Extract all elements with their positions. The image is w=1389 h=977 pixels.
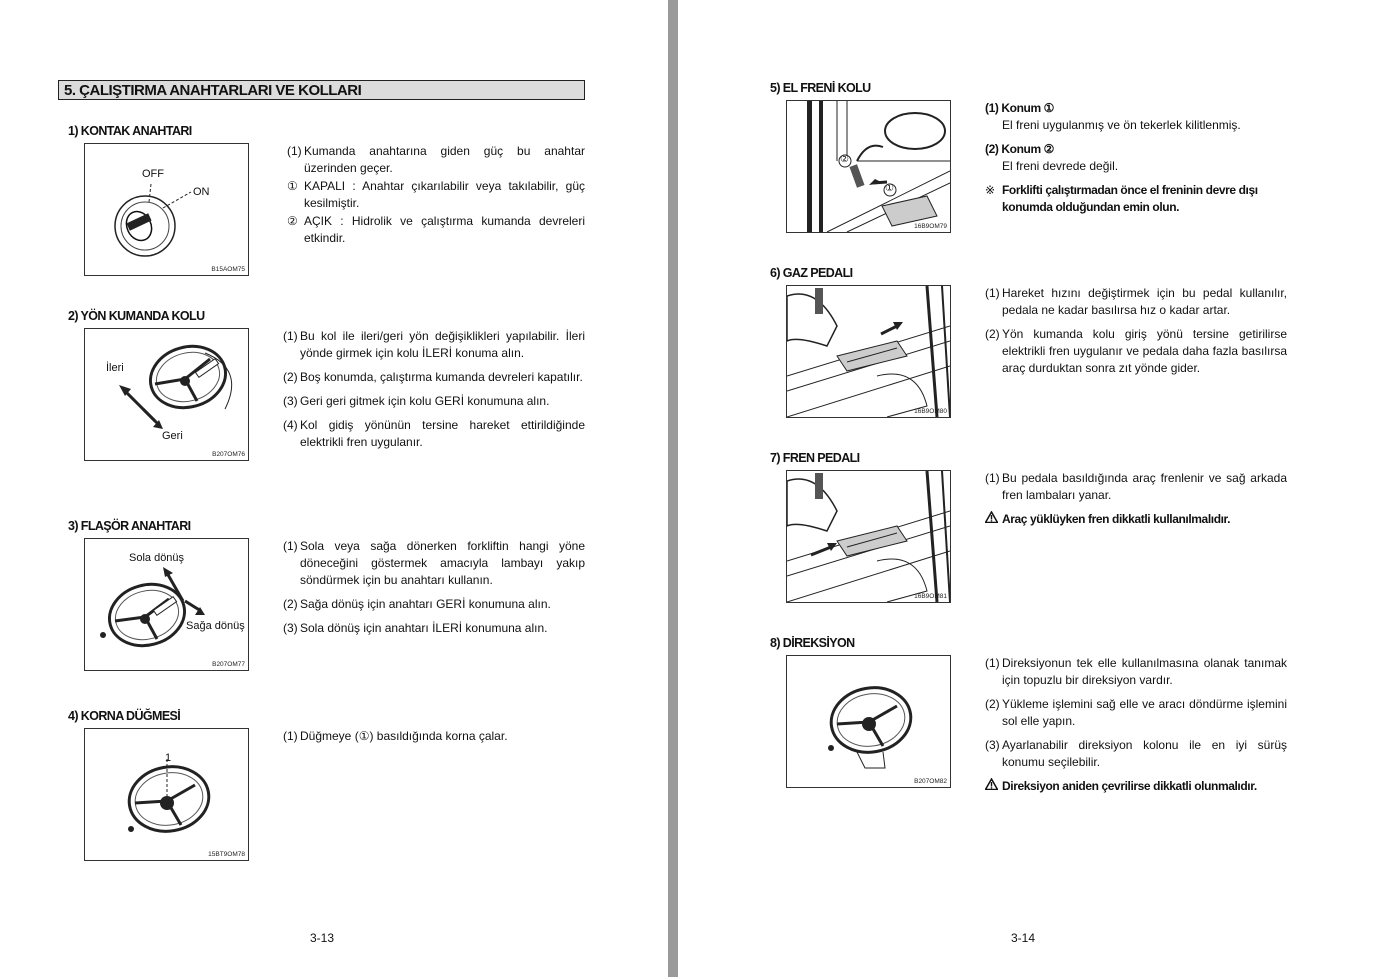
list-item: (1) Kumanda anahtarına giden güç bu anahtar üzerinden geçer. xyxy=(287,144,585,175)
ignition-key-figure xyxy=(84,143,249,276)
list-item: (3) Ayarlanabilir direksiyon kolonu ile en iyi sürüş konumu seçilebilir. xyxy=(985,738,1287,769)
figure-code: 16B9OM80 xyxy=(914,408,947,415)
korna-dugmesi-list xyxy=(283,728,585,752)
list-item: (1) Hareket hızını değiştirmek için bu pedal kullanılır, pedala ne kadar basılırsa hız o kadar artar. xyxy=(985,286,1287,317)
list-item: ② AÇIK : Hidrolik ve çalıştırma kumanda devreleri etkindir. xyxy=(287,214,585,245)
list-item: (1) Bu pedala basıldığında araç frenlenir ve sağ arkada fren lambaları yanar. xyxy=(985,471,1287,502)
warning-note: Araç yüklüyken fren dikkatli kullanılmalıdır. xyxy=(985,511,1287,528)
list-item: (3) Sola dönüş için anahtarı İLERİ konumuna alın. xyxy=(283,621,548,635)
brake-pedal-figure xyxy=(786,470,951,603)
section-title-gaz-pedali: 6) GAZ PEDALI xyxy=(770,266,853,280)
page-main-title: 5. ÇALIŞTIRMA ANAHTARLARI VE KOLLARI xyxy=(58,80,585,100)
direksiyon-list xyxy=(985,655,1287,802)
list-item: (2) Konum ② El freni devrede değil. xyxy=(985,142,1119,173)
label-saga-donus: Sağa dönüş xyxy=(186,620,245,632)
list-item: (1) Sola veya sağa dönerken forkliftin hangi yöne döneceğini göstermek amacıyla lambayı yakıp söndürmek için bu anahtarı kullanın. xyxy=(283,539,585,587)
list-item: (1) Düğmeye (①) basıldığında korna çalar. xyxy=(283,729,508,743)
warning-icon xyxy=(985,511,1002,528)
gas-pedal-figure xyxy=(786,285,951,418)
steering-wheel-figure xyxy=(786,655,951,788)
label-position-1: ① xyxy=(885,183,894,194)
list-item: (2) Yükleme işlemini sağ elle ve aracı döndürme işlemini sol elle yapın. xyxy=(985,697,1287,728)
figure-code: B207OM82 xyxy=(914,778,947,785)
label-on: ON xyxy=(193,186,210,198)
warning-note: Direksiyon aniden çevrilirse dikkatli olunmalıdır. xyxy=(985,778,1287,795)
section-title-fren-pedali: 7) FREN PEDALI xyxy=(770,451,860,465)
turn-signal-figure xyxy=(84,538,249,671)
note: ※ Forklifti çalıştırmadan önce el freninin devre dışı konumda olduğundan emin olun. xyxy=(985,183,1258,214)
list-item: (1) Direksiyonun tek elle kullanılmasına olanak tanımak için topuzlu bir direksiyon vardır. xyxy=(985,656,1287,687)
figure-code: 15BT9OM78 xyxy=(208,851,245,858)
direction-lever-figure xyxy=(84,328,249,461)
list-item: (2) Boş konumda, çalıştırma kumanda devreleri kapatılır. xyxy=(283,370,583,384)
figure-code: 16B9OM79 xyxy=(914,223,947,230)
fren-pedali-list xyxy=(985,470,1287,535)
list-item: (3) Geri geri gitmek için kolu GERİ konumuna alın. xyxy=(283,394,550,408)
label-off: OFF xyxy=(142,168,164,180)
section-title-kontak-anahtari: 1) KONTAK ANAHTARI xyxy=(68,124,192,138)
label-geri: Geri xyxy=(162,430,183,442)
section-title-direksiyon: 8) DİREKSİYON xyxy=(770,636,855,650)
list-item: (4) Kol gidiş yönünün tersine hareket ettirildiğinde elektrikli fren uygulanır. xyxy=(283,418,585,449)
section-title-el-freni-kolu: 5) EL FRENİ KOLU xyxy=(770,81,871,95)
list-item: ① KAPALI : Anahtar çıkarılabilir veya takılabilir, güç kesilmiştir. xyxy=(287,179,585,210)
label-ileri: İleri xyxy=(106,362,124,374)
label-sola-donus: Sola dönüş xyxy=(129,552,185,564)
flasor-anahtari-list xyxy=(283,538,585,644)
page-divider xyxy=(668,0,678,977)
figure-code: B207OM77 xyxy=(212,661,245,668)
section-title-flasor-anahtari: 3) FLAŞÖR ANAHTARI xyxy=(68,519,191,533)
section-title-korna-dugmesi: 4) KORNA DÜĞMESİ xyxy=(68,709,181,723)
warning-icon xyxy=(985,778,1002,795)
page-number-left: 3-13 xyxy=(310,931,335,945)
gaz-pedali-list xyxy=(985,285,1287,384)
figure-code: B207OM76 xyxy=(212,451,245,458)
kontak-anahtari-list xyxy=(283,143,585,247)
page-number-right: 3-14 xyxy=(1011,931,1036,945)
figure-code: 16B9OM81 xyxy=(914,593,947,600)
el-freni-list xyxy=(985,100,1287,223)
list-item: (1) Konum ① El freni uygulanmış ve ön tekerlek kilitlenmiş. xyxy=(985,101,1241,132)
list-item: (1) Bu kol ile ileri/geri yön değişiklikleri yapılabilir. İleri yönde girmek için kolu İLERİ konuma alın. xyxy=(283,329,585,360)
figure-code: B15AOM75 xyxy=(211,266,245,273)
horn-button-figure xyxy=(84,728,249,861)
section-title-yon-kumanda-kolu: 2) YÖN KUMANDA KOLU xyxy=(68,309,205,323)
yon-kumanda-kolu-list xyxy=(283,328,585,458)
hand-brake-figure xyxy=(786,100,951,233)
label-position-2: ② xyxy=(840,154,849,165)
label-1: 1 xyxy=(165,752,172,764)
list-item: (2) Sağa dönüş için anahtarı GERİ konumuna alın. xyxy=(283,597,551,611)
list-item: (2) Yön kumanda kolu giriş yönü tersine getirilirse elektrikli fren uygulanır ve pedala daha fazla basılırsa araç durduktan sonra zıt yönde gider. xyxy=(985,327,1287,375)
